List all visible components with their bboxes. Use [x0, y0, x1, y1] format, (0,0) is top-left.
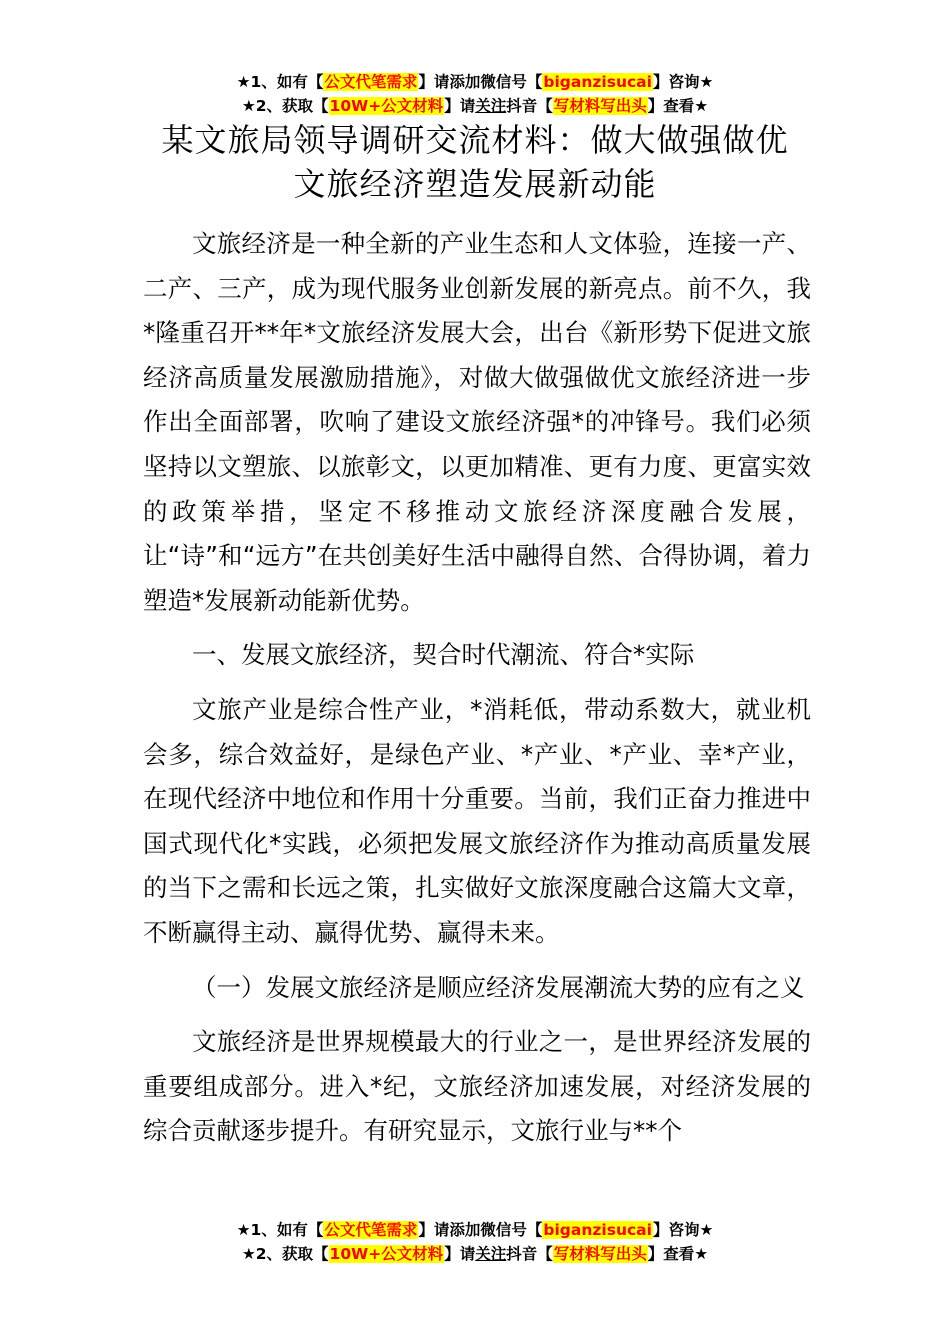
promo-highlight: 10W+公文材料: [329, 1245, 444, 1263]
promo-text: 关注: [475, 97, 507, 115]
promo-banner-top: [0, 70, 950, 118]
promo-text: 抖音【: [506, 97, 553, 115]
promo-text: 】请: [418, 1221, 450, 1239]
promo-highlight: 公文代笔需求: [324, 1221, 418, 1239]
promo-highlight: 写材料写出头: [553, 1245, 647, 1263]
promo-text: 微信号【: [480, 1221, 543, 1239]
title-line: 文旅经济塑造发展新动能: [293, 165, 657, 203]
promo-text: ★1、如有【: [236, 1221, 324, 1239]
promo-highlight: biganzisucai: [543, 1221, 652, 1239]
subsection-heading: （一）发展文旅经济是顺应经济发展潮流大势的应有之义: [192, 972, 805, 1002]
promo-highlight: 写材料写出头: [553, 97, 647, 115]
promo-text: 添加: [449, 73, 481, 91]
promo-text: 】请: [418, 73, 450, 91]
promo-text: ★2、获取【: [241, 1245, 329, 1263]
promo-highlight: biganzisucai: [543, 73, 652, 91]
body-paragraph: 文旅经济是一种全新的产业生态和人文体验，连接一产、二产、三产，成为现代服务业创新发展的新亮点。前不久，我*隆重召开**年*文旅经济发展大会，出台《新形势下促进文旅经济高质量发展激励措施》，对做大做强做优文旅经济进一步作出全面部署，吹响了建设文旅经济强*的冲锋号。我们必须坚持以文塑旅、以旅彰文，以更加精准、更有力度、更富实效的政策举措，坚定不移推动文旅经济深度融合发展，让“诗”和“远方”在共创美好生活中融得自然、合得协调，着力塑造*发展新动能新优势。: [143, 229, 811, 615]
promo-text: 抖音【: [506, 1245, 553, 1263]
body-paragraph: 文旅经济是世界规模最大的行业之一，是世界经济发展的重要组成部分。进入*纪，文旅经济加速发展，对经济发展的综合贡献逐步提升。有研究显示，文旅行业与**个: [143, 1027, 811, 1146]
promo-banner-bottom: [0, 1218, 950, 1266]
promo-line-1: [0, 1218, 950, 1242]
promo-highlight: 10W+公文材料: [329, 97, 444, 115]
promo-text: 】咨询★: [652, 73, 714, 91]
promo-line-1: [0, 70, 950, 94]
promo-text: ★1、如有【: [236, 73, 324, 91]
promo-line-2: [0, 1242, 950, 1266]
promo-text: 关注: [475, 1245, 507, 1263]
promo-highlight: 公文代笔需求: [324, 73, 418, 91]
promo-text: 】咨询★: [652, 1221, 714, 1239]
promo-line-2: [0, 94, 950, 118]
document-title: [120, 118, 830, 206]
body-paragraph: 文旅产业是综合性产业，*消耗低，带动系数大，就业机会多，综合效益好，是绿色产业、*产业、*产业、幸*产业，在现代经济中地位和作用十分重要。当前，我们正奋力推进中国式现代化*实践，必须把发展文旅经济作为推动高质量发展的当下之需和长远之策，扎实做好文旅深度融合这篇大文章，不断赢得主动、赢得优势、赢得未来。: [143, 694, 811, 947]
promo-text: 添加: [449, 1221, 481, 1239]
promo-text: 】查看★: [647, 1245, 709, 1263]
document-body: [143, 222, 811, 1154]
section-heading: 一、发展文旅经济，契合时代潮流、符合*实际: [192, 640, 695, 670]
title-line: 某文旅局领导调研交流材料：做大做强做优: [161, 121, 789, 159]
promo-text: 】请: [444, 97, 476, 115]
promo-text: 】查看★: [647, 97, 709, 115]
promo-text: 】请: [444, 1245, 476, 1263]
promo-text: ★2、获取【: [241, 97, 329, 115]
promo-text: 微信号【: [480, 73, 543, 91]
